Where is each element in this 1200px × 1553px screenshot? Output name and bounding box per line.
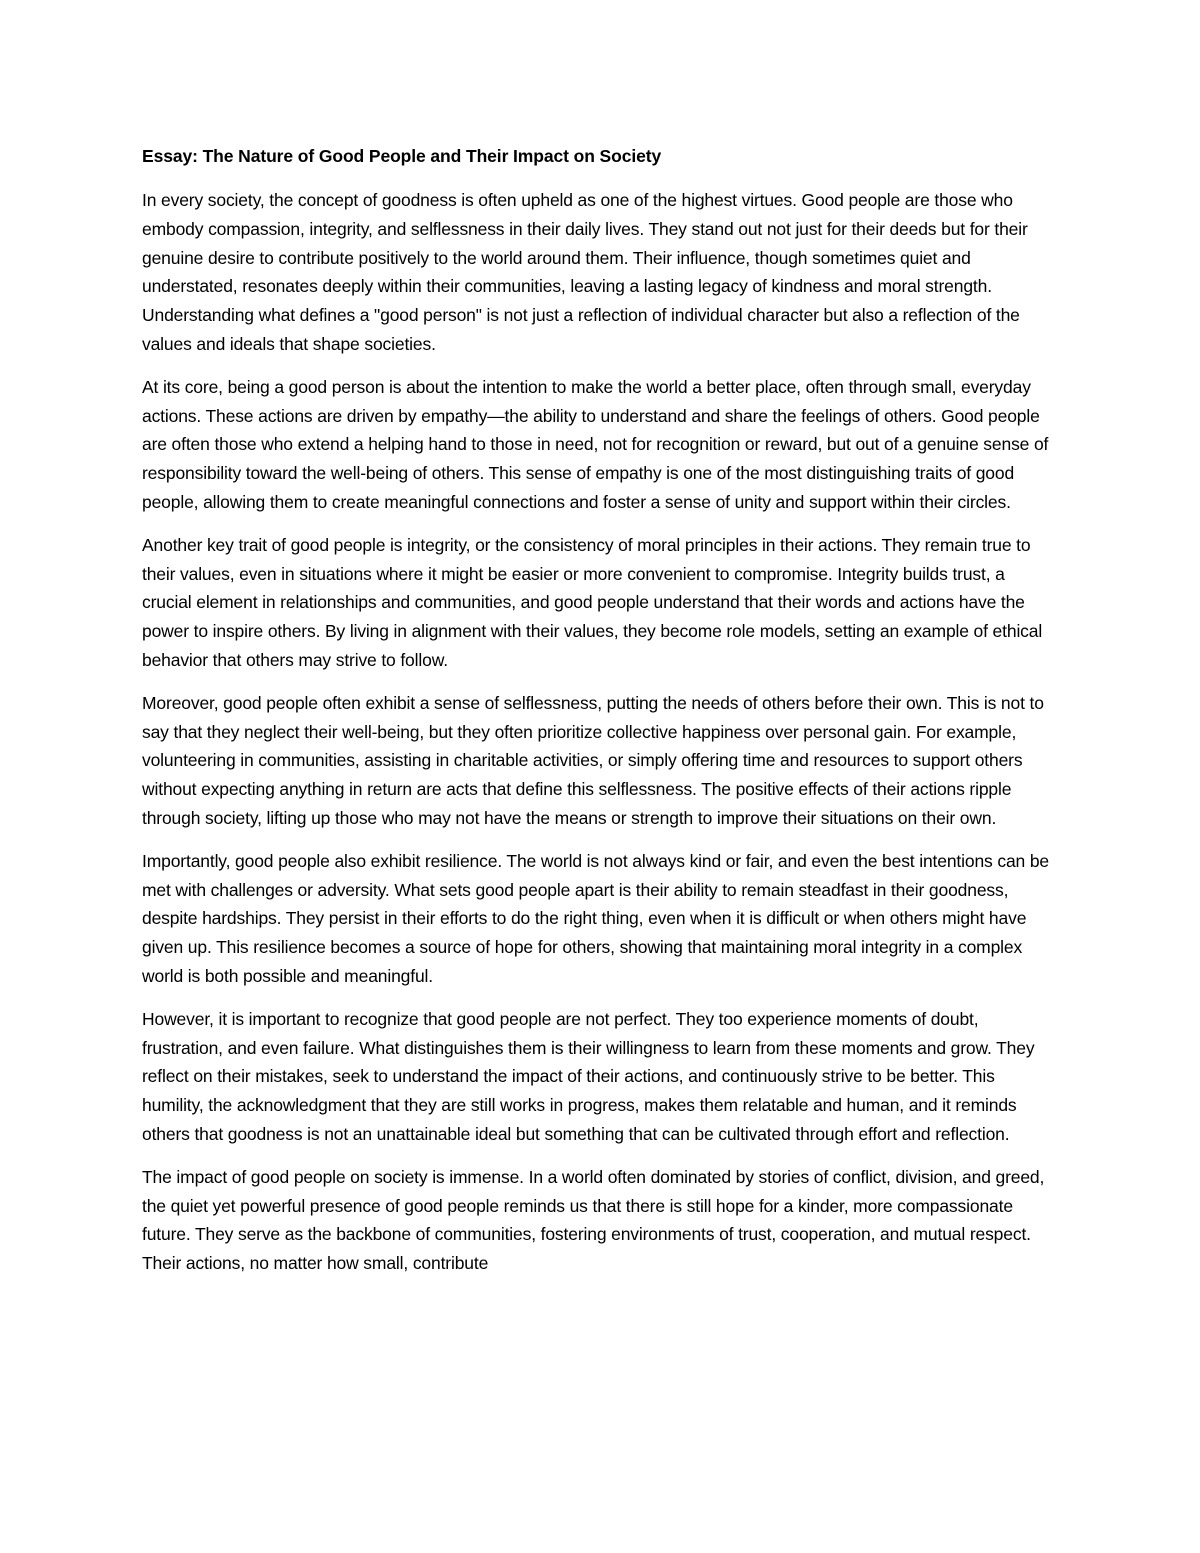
paragraph-7: The impact of good people on society is immense. In a world often dominated by stories of conflict, division, and greed, the quiet yet powerful presence of good people reminds us that there is still hope for a kinder, more compassionate future. They serve as the backbone of communities, fostering environments of trust, cooperation, and mutual respect. Their actions, no matter how small, contribute	[142, 1166, 1045, 1274]
paragraph-5: Importantly, good people also exhibit resilience. The world is not always kind or fair, and even the best intentions can be met with challenges or adversity. What sets good people apart is their ability to remain steadfast in their goodness, despite hardships. They persist in their efforts to do the right thing, even when it is difficult or when others might have given up. This resilience becomes a source of hope for others, showing that maintaining moral integrity in a complex world is both possible and meaningful.	[142, 850, 1049, 986]
paragraph-3: Another key trait of good people is integrity, or the consistency of moral principles in their actions. They remain true to their values, even in situations where it might be easier or more convenient to compromise. Integrity builds trust, a crucial element in relationships and communities, and good people understand that their words and actions have the power to inspire others. By living in alignment with their values, they become role models, setting an example of ethical behavior that others may strive to follow.	[142, 534, 1043, 670]
document-page	[142, 142, 1058, 1292]
paragraph-6: However, it is important to recognize that good people are not perfect. They too experience moments of doubt, frustration, and even failure. What distinguishes them is their willingness to learn from these moments and grow. They reflect on their mistakes, seek to understand the impact of their actions, and continuously strive to be better. This humility, the acknowledgment that they are still works in progress, makes them relatable and human, and it reminds others that goodness is not an unattainable ideal but something that can be cultivated through effort and reflection.	[142, 1008, 1035, 1144]
paragraph-4: Moreover, good people often exhibit a sense of selflessness, putting the needs of others before their own. This is not to say that they neglect their well-being, but they often prioritize collective happiness over personal gain. For example, volunteering in communities, assisting in charitable activities, or simply offering time and resources to support others without expecting anything in return are acts that define this selflessness. The positive effects of their actions ripple through society, lifting up those who may not have the means or strength to improve their situations on their own.	[142, 692, 1044, 828]
essay-title: Essay: The Nature of Good People and Their Impact on Society	[142, 146, 662, 166]
paragraph-2: At its core, being a good person is about the intention to make the world a better place, often through small, everyday actions. These actions are driven by empathy—the ability to understand and share the feelings of others. Good people are often those who extend a helping hand to those in need, not for recognition or reward, but out of a genuine sense of responsibility toward the well-being of others. This sense of empathy is one of the most distinguishing traits of good people, allowing them to create meaningful connections and foster a sense of unity and support within their circles.	[142, 376, 1049, 512]
paragraph-1: In every society, the concept of goodness is often upheld as one of the highest virtues. Good people are those who embody compassion, integrity, and selflessness in their daily lives. They stand out not just for their deeds but for their genuine desire to contribute positively to the world around them. Their influence, though sometimes quiet and understated, resonates deeply within their communities, leaving a lasting legacy of kindness and moral strength. Understanding what defines a "good person" is not just a reflection of individual character but also a reflection of the values and ideals that shape societies.	[142, 190, 1028, 354]
